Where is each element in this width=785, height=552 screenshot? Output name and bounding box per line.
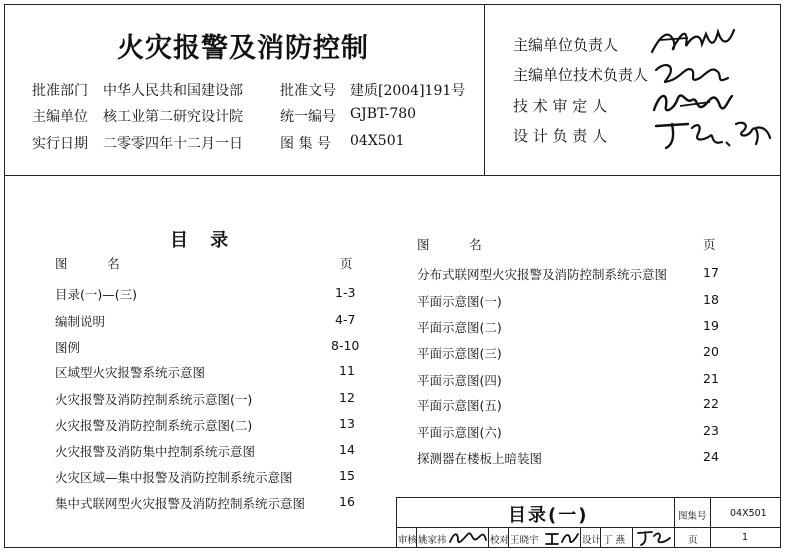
atlas-no-cell-label: 图集号 bbox=[678, 511, 707, 522]
toc-entry-page: 12 bbox=[339, 390, 355, 405]
toc-title: 目 录 bbox=[170, 230, 237, 251]
toc-entry: 探测器在楼板上暗装图 bbox=[417, 451, 543, 466]
toc-entry-page: 13 bbox=[339, 416, 355, 431]
toc-entry: 平面示意图(一) bbox=[417, 294, 502, 309]
toc-entry: 火灾报警及消防集中控制系统示意图 bbox=[55, 444, 256, 459]
toc-entry-page: 17 bbox=[703, 265, 719, 280]
toc-entry-page: 8-10 bbox=[331, 338, 360, 353]
design-label: 设计 bbox=[582, 535, 602, 546]
toc-entry-page: 24 bbox=[703, 449, 719, 464]
toc-entry-page: 19 bbox=[703, 318, 719, 333]
check-name: 王晓宇 bbox=[510, 535, 539, 546]
review-label: 审核 bbox=[398, 535, 418, 546]
toc-entry-page: 21 bbox=[703, 371, 719, 386]
atlas-no-label: 图 集 号 bbox=[280, 136, 331, 152]
toc-entry-page: 14 bbox=[339, 442, 355, 457]
signature-approver bbox=[650, 86, 735, 118]
toc-entry-page: 15 bbox=[339, 468, 355, 483]
approval-no-value: 建质[2004]191号 bbox=[350, 83, 466, 99]
toc-left-col-page: 页 bbox=[340, 256, 353, 271]
sheet-title: 目录(一) bbox=[508, 505, 589, 526]
toc-entry: 平面示意图(三) bbox=[417, 346, 502, 361]
toc-entry: 集中式联网型火灾报警及消防控制系统示意图 bbox=[55, 496, 306, 511]
unified-no-label: 统一编号 bbox=[280, 109, 336, 125]
toc-entry: 平面示意图(六) bbox=[417, 425, 502, 440]
signature-check bbox=[544, 528, 580, 547]
toc-entry: 火灾报警及消防控制系统示意图(一) bbox=[55, 392, 253, 407]
header-bottom-line bbox=[4, 175, 781, 176]
effective-date-value: 二零零四年十二月一日 bbox=[103, 136, 243, 152]
chief-unit-tech-head-label: 主编单位技术负责人 bbox=[513, 66, 649, 84]
toc-entry: 编制说明 bbox=[55, 314, 106, 329]
signature-design bbox=[636, 528, 672, 547]
toc-entry: 目录(一)—(三) bbox=[55, 287, 138, 302]
signature-design-heads bbox=[652, 116, 774, 154]
toc-entry: 分布式联网型火灾报警及消防控制系统示意图 bbox=[417, 267, 668, 282]
toc-left-col-name: 图 名 bbox=[55, 256, 120, 271]
approval-dept-value: 中华人民共和国建设部 bbox=[103, 83, 243, 99]
toc-entry: 火灾区域—集中报警及消防控制系统示意图 bbox=[55, 470, 293, 485]
toc-entry-page: 18 bbox=[703, 292, 719, 307]
toc-entry: 图例 bbox=[55, 340, 81, 355]
header-divider bbox=[484, 4, 485, 176]
review-name: 姚家祎 bbox=[418, 535, 447, 546]
page-cell-value: 1 bbox=[742, 532, 749, 543]
toc-entry-page: 4-7 bbox=[335, 312, 356, 327]
effective-date-label: 实行日期 bbox=[32, 136, 88, 152]
page-cell-label: 页 bbox=[688, 535, 698, 546]
chief-unit-head-label: 主编单位负责人 bbox=[513, 36, 619, 54]
toc-entry: 火灾报警及消防控制系统示意图(二) bbox=[55, 418, 253, 433]
signature-review bbox=[448, 528, 488, 547]
editor-unit-label: 主编单位 bbox=[32, 109, 88, 125]
atlas-no-cell-value: 04X501 bbox=[730, 508, 767, 519]
approval-no-label: 批准文号 bbox=[280, 83, 336, 99]
approval-dept-label: 批准部门 bbox=[32, 83, 88, 99]
toc-entry-page: 16 bbox=[339, 494, 355, 509]
signature-unit-head bbox=[648, 22, 743, 60]
design-name: 丁 燕 bbox=[603, 535, 626, 546]
editor-unit-value: 核工业第二研究设计院 bbox=[103, 109, 243, 125]
atlas-title: 火灾报警及消防控制 bbox=[117, 33, 369, 64]
toc-entry: 平面示意图(二) bbox=[417, 320, 502, 335]
toc-entry-page: 23 bbox=[703, 423, 719, 438]
toc-entry: 平面示意图(五) bbox=[417, 398, 502, 413]
toc-right-col-name: 图 名 bbox=[417, 237, 482, 252]
toc-entry-page: 20 bbox=[703, 344, 719, 359]
toc-entry-page: 11 bbox=[339, 363, 355, 378]
atlas-no-value: 04X501 bbox=[350, 133, 405, 149]
design-head-label: 设 计 负 责 人 bbox=[513, 127, 608, 145]
unified-no-value: GJBT-780 bbox=[350, 106, 417, 122]
toc-entry: 区域型火灾报警系统示意图 bbox=[55, 365, 206, 380]
check-label: 校对 bbox=[490, 535, 510, 546]
toc-entry: 平面示意图(四) bbox=[417, 373, 502, 388]
toc-entry-page: 1-3 bbox=[335, 285, 356, 300]
toc-right-col-page: 页 bbox=[703, 237, 716, 252]
tech-approver-label: 技 术 审 定 人 bbox=[513, 97, 608, 115]
toc-entry-page: 22 bbox=[703, 396, 719, 411]
